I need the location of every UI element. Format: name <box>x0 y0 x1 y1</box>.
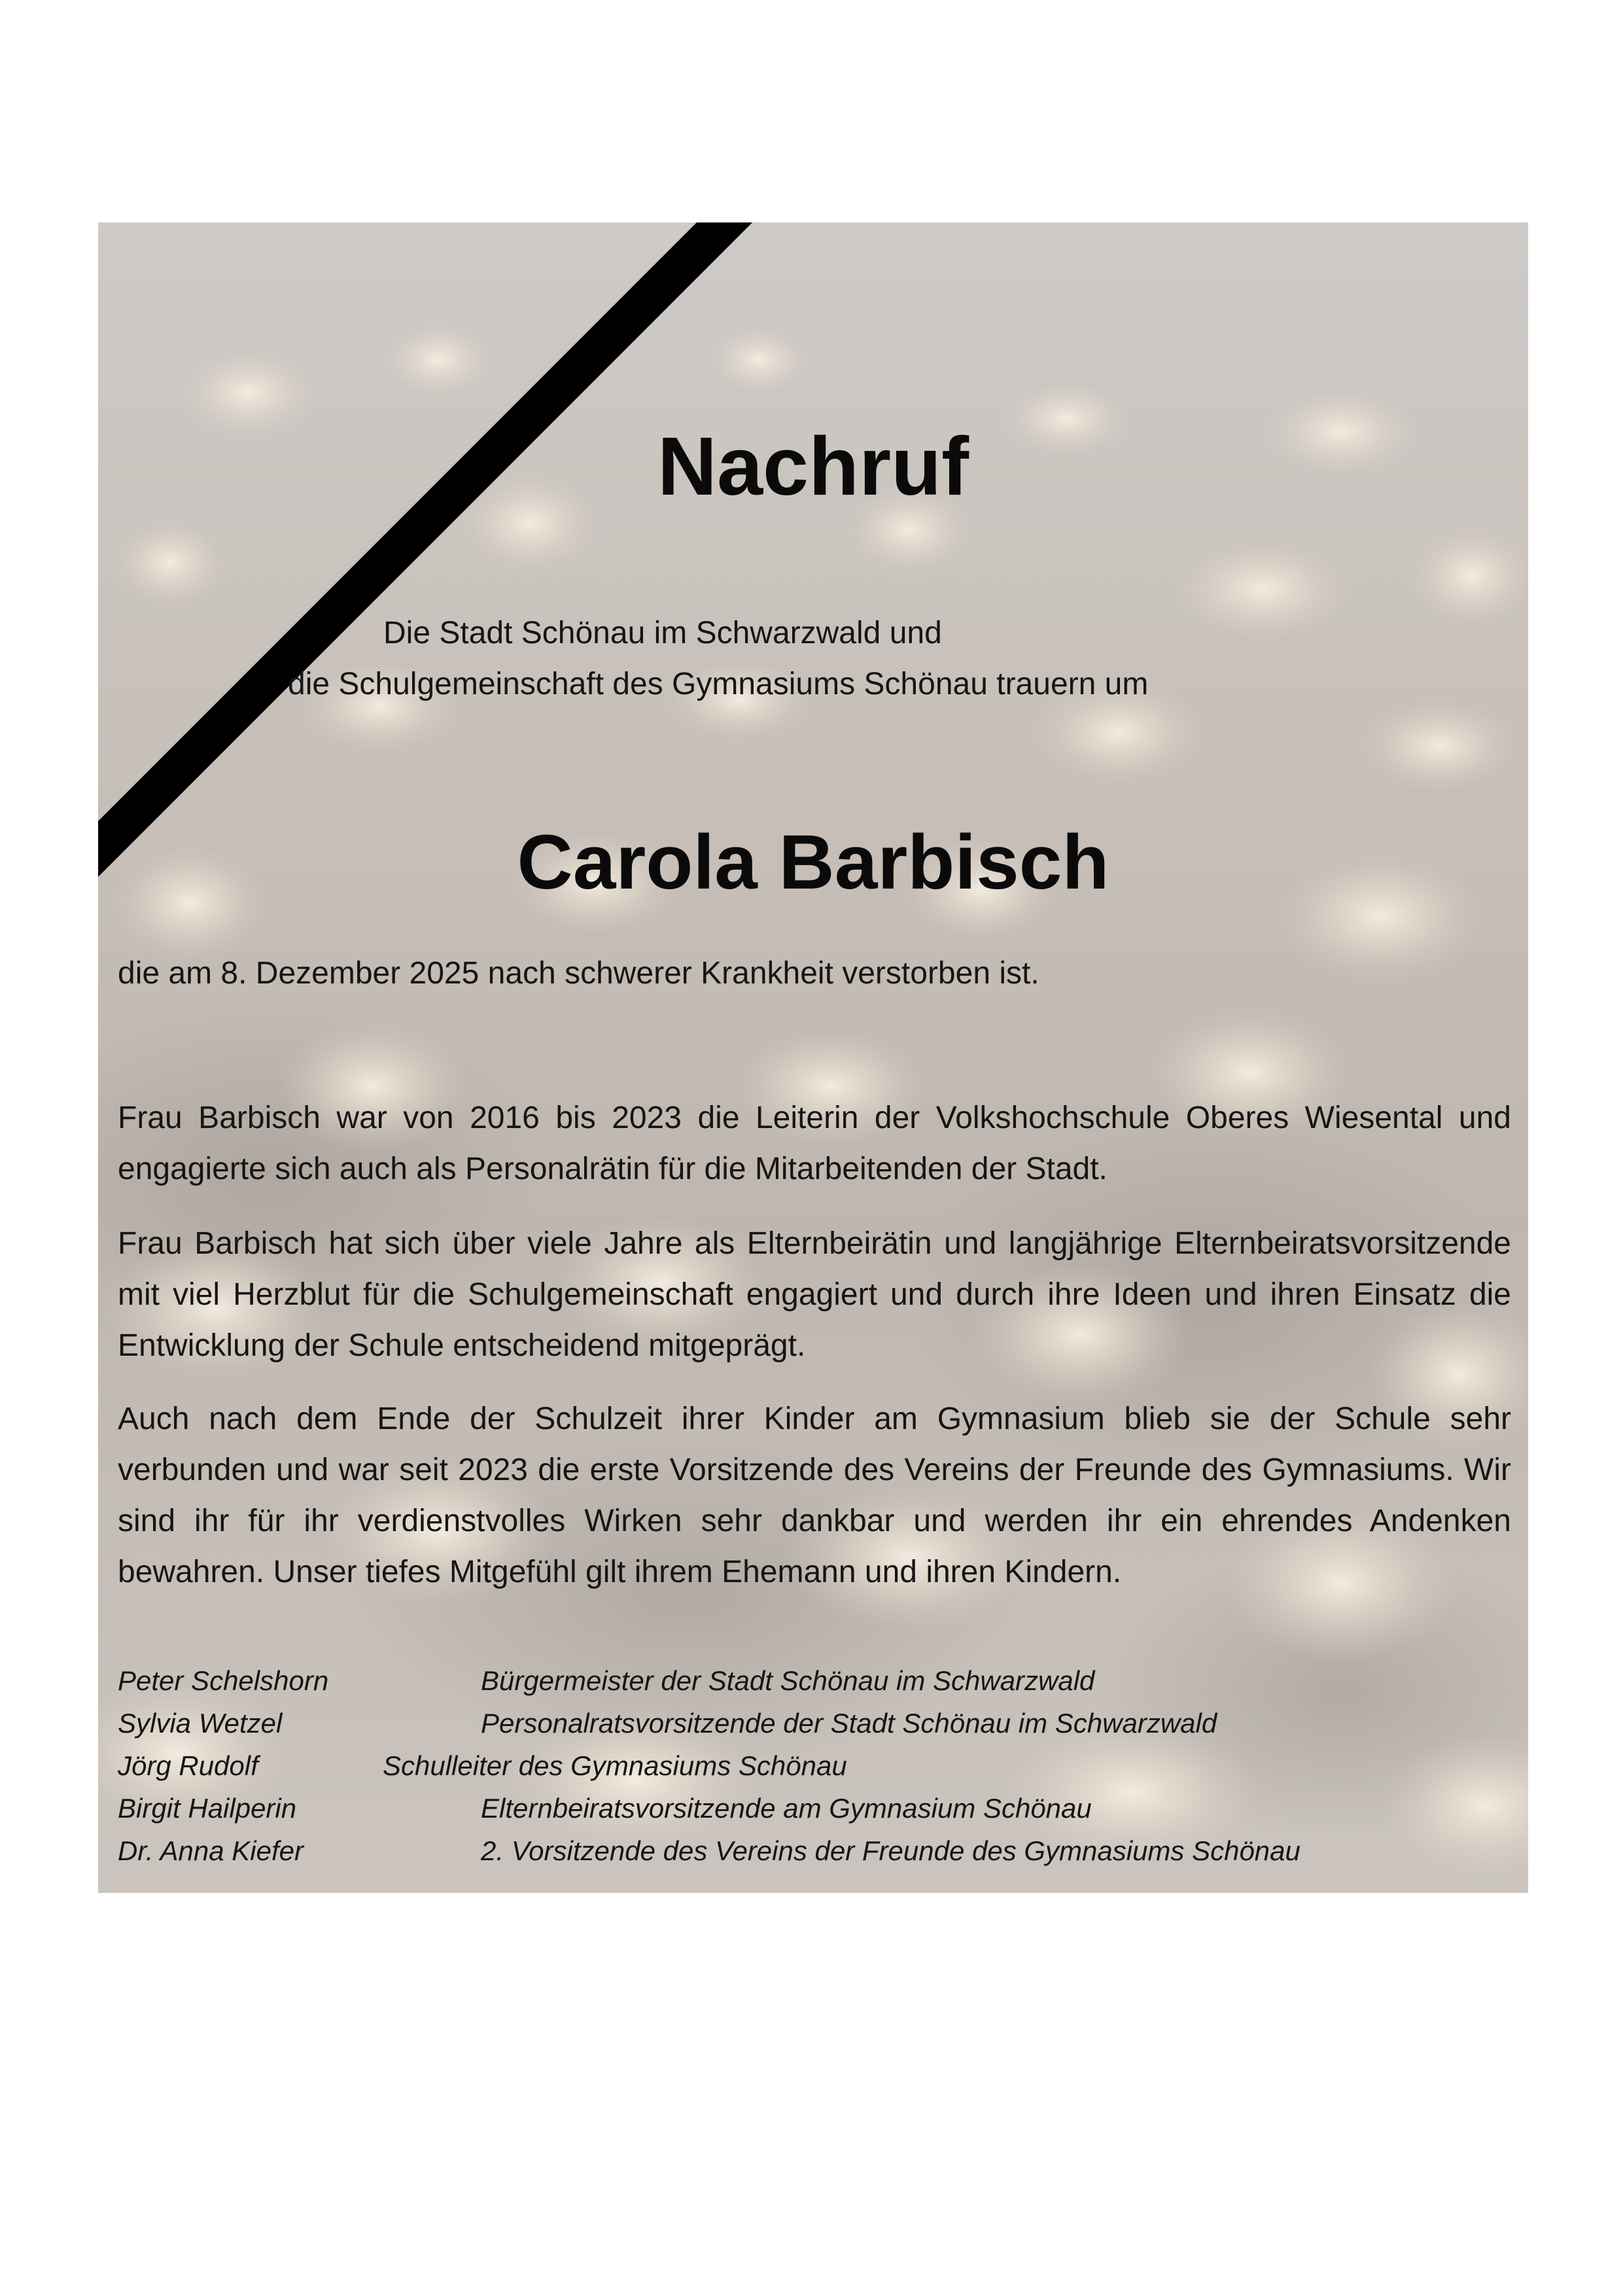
obituary-heading: Nachruf <box>657 420 969 512</box>
death-notice: die am 8. Dezember 2025 nach schwerer Krankheit verstorben ist. <box>118 956 1039 991</box>
signatory-name: Sylvia Wetzel <box>118 1708 283 1739</box>
signatory-role: Personalratsvorsitzende der Stadt Schönau im Schwarzwald <box>481 1708 1217 1739</box>
signatory-role: Schulleiter des Gymnasiums Schönau <box>383 1750 847 1781</box>
signatory-name: Dr. Anna Kiefer <box>118 1835 304 1866</box>
signatory-name: Jörg Rudolf <box>118 1750 258 1781</box>
signatory-role: Elternbeiratsvorsitzende am Gymnasium Schönau <box>481 1793 1092 1824</box>
paragraph-career: Frau Barbisch war von 2016 bis 2023 die Leiterin der Volkshochschule Oberes Wiesental und engagierte sich auch als Personalrätin für die Mitarbeitenden der Stadt. <box>118 1101 1511 1186</box>
signatory-role: Bürgermeister der Stadt Schönau im Schwarzwald <box>481 1665 1095 1696</box>
paragraph-parent-council: Frau Barbisch hat sich über viele Jahre als Elternbeirätin und langjährige Elternbeiratsvorsitzende mit viel Herzblut für die Schulgemeinschaft engagiert und durch ihre Ideen und ihren Einsatz die Entwicklung der Schule entscheidend mitgeprägt. <box>118 1226 1511 1363</box>
deceased-name: Carola Barbisch <box>517 819 1109 906</box>
paragraph-condolence: Auch nach dem Ende der Schulzeit ihrer Kinder am Gymnasium blieb sie der Schule sehr verbunden und war seit 2023 die erste Vorsitzende des Vereins der Freunde des Gymnasiums. Wir sind ihr für ihr verdienstvolles Wirken sehr dankbar und werden ihr ein ehrendes Andenken bewahren. Unser tiefes Mitgefühl gilt ihrem Ehemann und ihren Kindern. <box>118 1402 1511 1589</box>
obituary-panel <box>98 222 1528 1893</box>
signatory-name: Peter Schelshorn <box>118 1665 329 1696</box>
intro-line-1: Die Stadt Schönau im Schwarzwald und <box>383 616 942 650</box>
signatory-role: 2. Vorsitzende des Vereins der Freunde des Gymnasiums Schönau <box>481 1835 1300 1866</box>
signatory-name: Birgit Hailperin <box>118 1793 297 1824</box>
intro-line-2: die Schulgemeinschaft des Gymnasiums Schönau trauern um <box>288 667 1149 701</box>
